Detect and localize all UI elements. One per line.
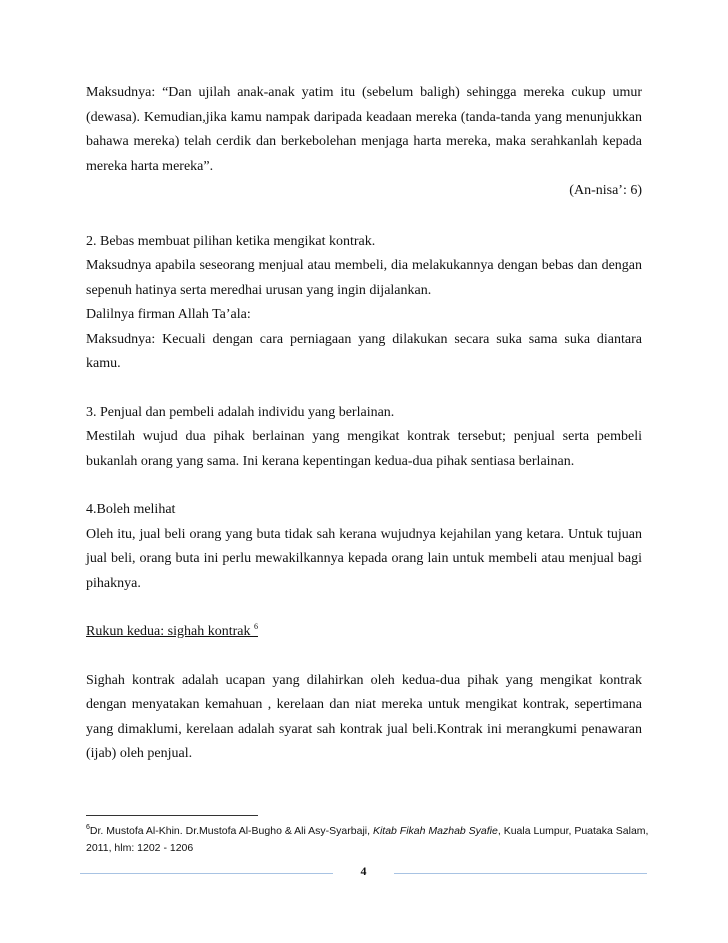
section-2-paragraph: Maksudnya apabila seseorang menjual atau membeli, dia melakukannya dengan bebas dan dengan sepenuh hatinya serta meredhai urusan yang ingin dijalankan. xyxy=(86,258,642,298)
spacer xyxy=(86,204,642,230)
section-2-dalil: Dalilnya firman Allah Ta’ala: xyxy=(86,307,251,322)
section-4-paragraph: Oleh itu, jual beli orang yang buta tidak sah kerana wujudnya kejahilan yang ketara. Untuk tujuan jual beli, orang buta ini perlu mewakilkannya kepada orang lain untuk membeli atau menjual bagi pihaknya. xyxy=(86,526,642,591)
section-3-paragraph: Mestilah wujud dua pihak berlainan yang mengikat kontrak tersebut; penjual serta pembeli bukanlah orang yang sama. Ini kerana kepentingan kedua-dua pihak sentiasa berlainan. xyxy=(86,429,642,469)
section-3-heading: 3. Penjual dan pembeli adalah individu yang berlainan. xyxy=(86,404,395,420)
footer-rule-right xyxy=(394,873,647,874)
rukun-paragraph: Sighah kontrak adalah ucapan yang dilahirkan oleh kedua-dua pihak yang mengikat kontrak dengan menyatakan kemahuan , kerelaan dan niat mereka untuk mengikat kontrak, sepertimana yang dimaklumi, kerelaan adalah syarat sah kontrak jual beli.Kontrak ini merangkumi penawaran (ijab) oleh penjual. xyxy=(86,672,642,761)
footnote-text-after: , Kuala Lumpur, Puataka Salam, 2011, hlm: 1202 - 1206 xyxy=(86,825,649,854)
rukun-heading xyxy=(86,620,642,645)
footnote-separator xyxy=(86,815,258,816)
spacer xyxy=(86,645,642,669)
footnote-ref[interactable]: 6 xyxy=(253,622,258,631)
quote-text: Maksudnya: “Dan ujilah anak-anak yatim itu (sebelum baligh) sehingga mereka cukup umur (dewasa). Kemudian,jika kamu nampak daripada keadaan mereka (tanda-tanda yang menunjukkan bahawa mereka) telah cerdik dan berkebolehan menjaga harta mereka, maka serahkanlah kepada mereka harta mereka”. xyxy=(86,85,642,174)
body-text xyxy=(86,81,642,767)
section-2-meaning: Maksudnya: Kecuali dengan cara perniagaan yang dilakukan secara suka sama suka diantara kamu. xyxy=(86,331,642,371)
quote-citation: (An-nisa’: 6) xyxy=(569,183,642,198)
page-number: 4 xyxy=(360,864,367,878)
footnote-number: 6 xyxy=(86,824,90,831)
rukun-heading-label: Rukun kedua: sighah kontrak xyxy=(86,624,254,639)
footer-rule-left xyxy=(80,873,333,874)
rukun-heading-text xyxy=(86,624,258,639)
footnote-book-title: Kitab Fikah Mazhab Syafie xyxy=(372,825,498,837)
section-4-heading: 4.Boleh melihat xyxy=(86,502,176,517)
footnote xyxy=(86,823,656,857)
footnote-text-before: Dr. Mustofa Al-Khin. Dr.Mustofa Al-Bugho & Ali Asy-Syarbaji, xyxy=(89,825,373,837)
section-2-heading: 2. Bebas membuat pilihan ketika mengikat kontrak. xyxy=(86,233,376,249)
spacer xyxy=(86,474,642,498)
spacer xyxy=(86,596,642,620)
spacer xyxy=(86,377,642,401)
